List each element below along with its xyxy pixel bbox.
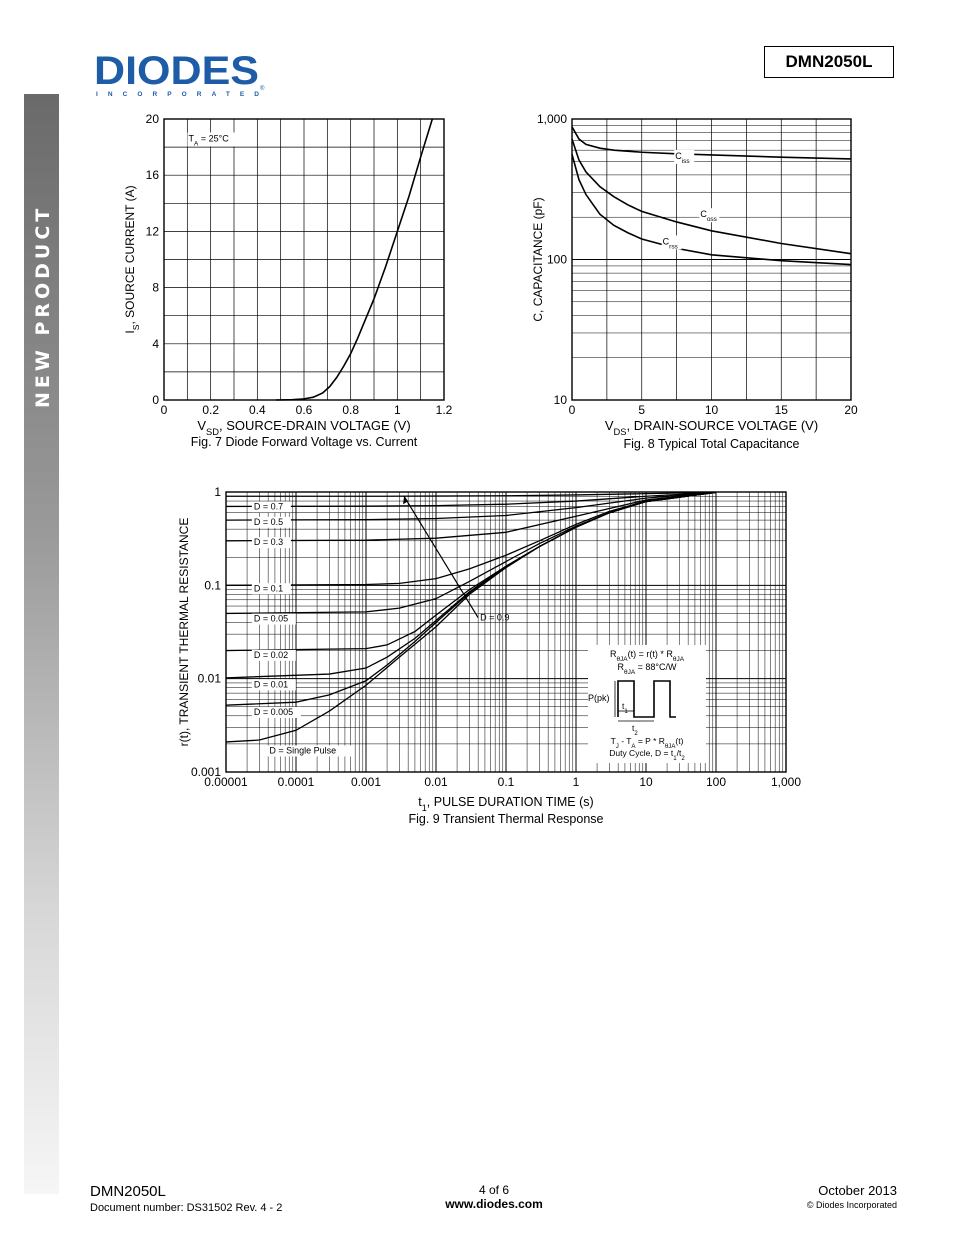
series-label: D = 0.1 bbox=[253, 583, 284, 594]
footer-url-link[interactable]: www.diodes.com bbox=[445, 1197, 543, 1211]
logo-wordmark: DIODES bbox=[94, 50, 259, 93]
x-tick-label: 10 bbox=[639, 775, 653, 789]
arrow-head bbox=[403, 496, 408, 504]
y-tick-label: 20 bbox=[145, 112, 159, 126]
fig8-chart bbox=[531, 112, 858, 451]
series-label: D = 0.7 bbox=[253, 501, 284, 512]
inset-t1-label: $t_1$ bbox=[622, 701, 628, 715]
y-tick-label: 1 bbox=[214, 485, 221, 499]
footer-left bbox=[90, 1183, 282, 1214]
x-tick-label: 0.8 bbox=[342, 403, 360, 417]
series-line bbox=[226, 492, 716, 496]
inset-t2-label: $t_2$ bbox=[632, 723, 638, 737]
logo-subtext: INCORPORATED bbox=[96, 91, 259, 98]
x-tick-label: 0.1 bbox=[497, 775, 515, 789]
x-tick-label: 0.6 bbox=[295, 403, 313, 417]
fig8-grid bbox=[572, 119, 851, 400]
x-axis-label: $V_{DS}$, DRAIN-SOURCE VOLTAGE (V) bbox=[604, 418, 819, 437]
x-tick-label: 0.0001 bbox=[277, 775, 315, 789]
x-tick-label: 100 bbox=[705, 775, 727, 789]
inset-rth-eq: $R_{\theta JA}(t) = r(t) * R_{\theta JA}$ bbox=[609, 649, 685, 663]
series-label: $C_{iss}$ bbox=[675, 150, 690, 165]
y-tick-label: 1,000 bbox=[536, 112, 567, 126]
fig9-chart bbox=[177, 485, 801, 826]
x-tick-label: 0.2 bbox=[202, 403, 220, 417]
series-label: D = Single Pulse bbox=[269, 745, 337, 756]
y-tick-label: 0 bbox=[152, 393, 159, 407]
x-tick-label: 15 bbox=[774, 403, 788, 417]
y-tick-label: 0.001 bbox=[190, 765, 221, 779]
x-tick-label: 1 bbox=[572, 775, 580, 789]
footer-right bbox=[807, 1183, 897, 1210]
footer-copyright: © Diodes Incorporated bbox=[806, 1200, 897, 1210]
x-tick-label: 0.001 bbox=[350, 775, 382, 789]
series-label: D = 0.05 bbox=[253, 613, 289, 624]
series-line bbox=[226, 492, 716, 650]
x-tick-label: 20 bbox=[844, 403, 858, 417]
fig7-chart bbox=[123, 112, 453, 449]
chart-title: Fig. 7 Diode Forward Voltage vs. Current bbox=[190, 435, 418, 449]
inset-ppk-label: P(pk) bbox=[588, 693, 610, 703]
part-number-box: DMN2050L bbox=[764, 46, 894, 78]
series-label: D = 0.005 bbox=[253, 706, 294, 717]
x-tick-label: 0.00001 bbox=[204, 775, 248, 789]
inset-rth-value: $R_{\theta JA} = 88^\circ C/W$ bbox=[617, 662, 677, 676]
footer-page: 4 of 6 bbox=[478, 1183, 510, 1197]
x-tick-label: 0 bbox=[160, 403, 168, 417]
footer-doc-number: Document number: DS31502 Rev. 4 - 2 bbox=[90, 1202, 283, 1214]
x-axis-label: $t_1$, PULSE DURATION TIME (s) bbox=[418, 795, 594, 813]
thermal-inset bbox=[588, 645, 706, 763]
logo-registered-mark: ® bbox=[260, 86, 265, 92]
y-axis-label: r(t), TRANSIENT THERMAL RESISTANCE bbox=[177, 517, 191, 747]
x-tick-label: 1,000 bbox=[770, 775, 802, 789]
y-tick-label: 0.1 bbox=[204, 578, 221, 593]
inset-duty-eq: Duty Cycle, $D = t_1/t_2$ bbox=[609, 748, 685, 762]
inset-temp-eq: $T_J - T_A = P * R_{\theta JA}(t)$ bbox=[610, 736, 684, 750]
footer-part: DMN2050L bbox=[90, 1183, 166, 1200]
y-tick-label: 0.01 bbox=[197, 671, 221, 686]
x-tick-label: 0.01 bbox=[424, 775, 448, 789]
x-tick-label: 10 bbox=[704, 403, 719, 417]
chart-title: Fig. 9 Transient Thermal Response bbox=[408, 812, 604, 826]
arrow-label: D = 0.9 bbox=[480, 612, 510, 623]
y-tick-label: 100 bbox=[546, 252, 567, 267]
series-label: D = 0.3 bbox=[253, 537, 284, 548]
series-label: D = 0.02 bbox=[253, 649, 289, 660]
sidebar-label: NEW PRODUCT bbox=[32, 204, 54, 408]
x-tick-label: 1.2 bbox=[435, 403, 453, 417]
series-line bbox=[226, 492, 716, 506]
footer-date: October 2013 bbox=[818, 1183, 897, 1198]
x-axis-label: $V_{SD}$, SOURCE-DRAIN VOLTAGE (V) bbox=[197, 418, 411, 437]
y-tick-label: 8 bbox=[152, 280, 159, 295]
y-tick-label: 10 bbox=[553, 393, 567, 407]
y-axis-label: C, CAPACITANCE (pF) bbox=[531, 197, 545, 322]
series-line bbox=[226, 492, 716, 613]
fig7-grid bbox=[164, 119, 444, 400]
chart-title: Fig. 8 Typical Total Capacitance bbox=[623, 437, 800, 451]
series-label: $C_{rss}$ bbox=[662, 236, 678, 250]
arrow-line bbox=[404, 496, 478, 617]
y-tick-label: 16 bbox=[145, 168, 159, 183]
y-tick-label: 4 bbox=[152, 336, 159, 351]
x-tick-label: 1 bbox=[393, 403, 401, 417]
temperature-annotation: $T_A = 25^\circ C$ bbox=[188, 133, 229, 147]
footer-center bbox=[394, 1183, 594, 1211]
series-label: $C_{oss}$ bbox=[700, 209, 717, 223]
x-tick-label: 0 bbox=[568, 403, 576, 417]
y-axis-label: $I_S$, SOURCE CURRENT (A) bbox=[123, 185, 141, 334]
x-tick-label: 5 bbox=[638, 403, 646, 417]
y-tick-label: 12 bbox=[145, 224, 159, 239]
series-label: D = 0.01 bbox=[253, 679, 289, 690]
x-tick-label: 0.4 bbox=[248, 403, 266, 417]
series-label: D = 0.5 bbox=[253, 516, 284, 527]
